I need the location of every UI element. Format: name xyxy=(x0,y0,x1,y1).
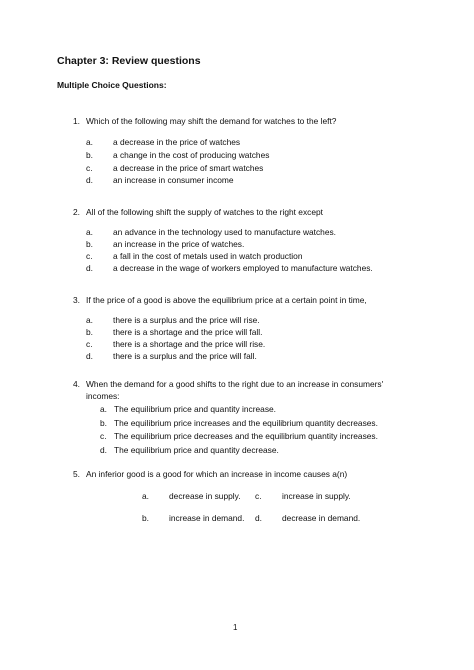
page-number: 1 xyxy=(233,623,238,632)
question-text: An inferior good is a good for which an increase in income causes a(n) xyxy=(86,469,348,479)
section-heading: Multiple Choice Questions: xyxy=(57,80,167,90)
option-label: b. xyxy=(142,513,149,523)
option-text: The equilibrium price and quantity increase. xyxy=(114,404,277,414)
option-text: there is a surplus and the price will rise. xyxy=(113,315,260,325)
option-text: an increase in the price of watches. xyxy=(113,239,245,249)
option-label: b. xyxy=(86,327,93,337)
option-text: there is a shortage and the price will fall. xyxy=(113,327,263,337)
option-text: The equilibrium price decreases and the equilibrium quantity increases. xyxy=(114,431,378,441)
option-label: a. xyxy=(86,227,93,237)
option-text: an advance in the technology used to manufacture watches. xyxy=(113,227,337,237)
option-text: decrease in demand. xyxy=(282,513,361,523)
option-label: c. xyxy=(86,251,93,261)
option-text: there is a shortage and the price will rise. xyxy=(113,339,266,349)
option-label: a. xyxy=(86,137,93,147)
question-text-line-2: incomes: xyxy=(86,391,120,401)
option-label: d. xyxy=(86,351,93,361)
option-label: a. xyxy=(100,404,107,414)
option-text: The equilibrium price and quantity decrease. xyxy=(114,445,279,455)
question-number: 5. xyxy=(73,469,80,479)
option-label: d. xyxy=(86,175,93,185)
option-text: increase in supply. xyxy=(282,491,351,501)
option-label: c. xyxy=(86,163,93,173)
option-text: increase in demand. xyxy=(169,513,245,523)
option-text: a decrease in the price of watches xyxy=(113,137,241,147)
option-label: c. xyxy=(100,431,107,441)
question-number: 3. xyxy=(73,295,80,305)
option-text: The equilibrium price increases and the equilibrium quantity decreases. xyxy=(114,418,378,428)
option-label: b. xyxy=(86,150,93,160)
question-text: Which of the following may shift the demand for watches to the left? xyxy=(86,116,337,126)
option-text: there is a surplus and the price will fall. xyxy=(113,351,257,361)
page-title: Chapter 3: Review questions xyxy=(57,55,201,67)
option-label: b. xyxy=(86,239,93,249)
option-text: a decrease in the wage of workers employed to manufacture watches. xyxy=(113,263,373,273)
question-number: 4. xyxy=(73,379,80,389)
option-label: d. xyxy=(255,513,262,523)
question-text: All of the following shift the supply of watches to the right except xyxy=(86,207,323,217)
question-text-line-1: When the demand for a good shifts to the right due to an increase in consumers' xyxy=(86,379,384,389)
option-label: c. xyxy=(255,491,262,501)
option-text: decrease in supply. xyxy=(169,491,241,501)
question-text: If the price of a good is above the equilibrium price at a certain point in time, xyxy=(86,295,367,305)
option-label: a. xyxy=(86,315,93,325)
option-label: d. xyxy=(86,263,93,273)
option-label: b. xyxy=(100,418,107,428)
question-number: 2. xyxy=(73,207,80,217)
option-label: a. xyxy=(142,491,149,501)
option-text: an increase in consumer income xyxy=(113,175,234,185)
option-text: a decrease in the price of smart watches xyxy=(113,163,264,173)
option-label: d. xyxy=(100,445,107,455)
option-label: c. xyxy=(86,339,93,349)
option-text: a change in the cost of producing watches xyxy=(113,150,270,160)
option-text: a fall in the cost of metals used in watch production xyxy=(113,251,303,261)
question-number: 1. xyxy=(73,116,80,126)
